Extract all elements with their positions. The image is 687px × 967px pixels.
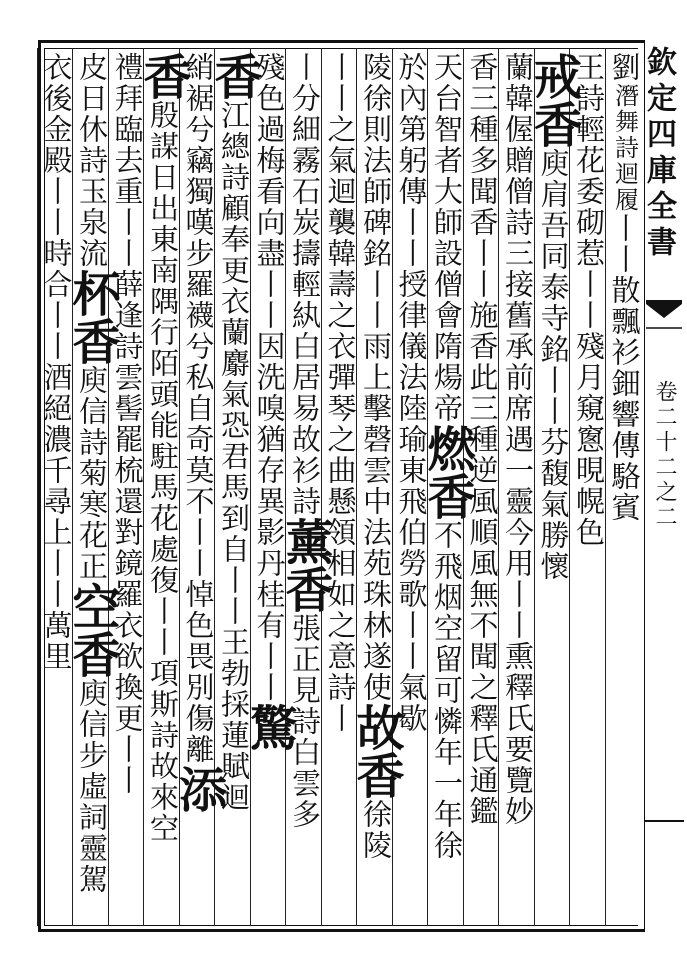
body-text: 江總詩顧奉更衣蘭麝氣恐君馬到自丨丨王勃採蓮賦迴 — [217, 100, 251, 813]
text-column — [170, 52, 227, 922]
body-text: 衣後金殿丨丨時 — [39, 52, 74, 269]
body-text: 不飛烟空留可憐年一年徐 — [430, 520, 464, 861]
annotation-text: 潛舞詩迴履 — [610, 83, 639, 213]
body-text: 張正見詩白雲多 — [288, 613, 322, 830]
body-text: 丨分細霧石炭擣輕紈白居易故衫詩 — [288, 52, 322, 517]
body-text: 千尋上丨丨萬里 — [39, 455, 74, 672]
body-text: 陵徐則法師碑銘丨丨雨上擊磬雲中法苑珠林遂使 — [359, 52, 393, 703]
body-text: 丨丨散飄衫鈿響傳駱賓 — [607, 213, 642, 523]
text-column — [241, 52, 298, 922]
text-column — [38, 52, 76, 922]
text-column — [419, 52, 475, 922]
text-column — [277, 52, 333, 922]
text-column — [135, 52, 191, 922]
text-column — [322, 52, 360, 922]
entry-heading: 戒香 — [525, 52, 582, 148]
body-text: 綃裾兮竊獨嘆步羅襪兮私自奇莫不丨丨悼色畏別傷離 — [181, 52, 216, 765]
body-text: 庾信步虛詞靈駕 — [75, 678, 109, 895]
body-text: 異影丹桂有丨丨 — [252, 486, 287, 703]
text-column — [109, 52, 147, 922]
entry-heading: 杯香 — [64, 269, 120, 365]
entry-heading: 香 — [135, 52, 191, 100]
margin-divider — [644, 820, 684, 822]
body-text: 詩丨 — [323, 672, 358, 734]
text-column — [499, 52, 537, 922]
book-title: 欽定四庫全書 — [641, 46, 676, 262]
entry-heading: 空香 — [64, 582, 120, 678]
text-column — [606, 52, 644, 922]
entry-heading: 香 — [206, 52, 262, 100]
body-text: 合丨丨酒絕濃 — [39, 269, 74, 455]
entry-heading: 添 — [170, 765, 227, 813]
body-text: 禮拜臨去重丨丨薛逢詩雲髻罷梳還對鏡羅衣欲換更丨丨 — [110, 52, 145, 796]
text-column — [64, 52, 120, 922]
body-text: 皮日休詩玉泉流 — [75, 52, 109, 269]
body-text: 殷謀日出東南隅行陌頭能駐馬花處復丨丨項斯詩故來空 — [146, 100, 180, 844]
body-text: 蘭韓偓贈僧詩三接舊承前席遇一靈今用丨丨熏釋氏要覽妙 — [501, 52, 535, 827]
volume-number: 卷二十二之二 — [652, 380, 677, 530]
text-column — [570, 52, 608, 922]
entry-heading: 燃香 — [419, 424, 475, 520]
fishtail-ornament-icon — [646, 300, 682, 330]
body-text: 殘色過梅看向盡丨丨因洗嗅猶存 — [252, 52, 287, 486]
entry-heading: 薰香 — [277, 517, 333, 613]
body-text: 於內第躬傳丨丨授律儀法 — [394, 52, 429, 393]
body-text: 庾肩吾同泰寺銘丨丨芬馥氣勝懷 — [536, 148, 571, 582]
entry-heading: 故香 — [348, 703, 404, 799]
text-column — [525, 52, 582, 922]
text-column — [348, 52, 404, 922]
body-text: 徐陵 — [359, 799, 393, 861]
body-text: 王詩輕花委砌惹丨丨殘月窺窻晛幌色 — [572, 52, 606, 548]
body-text: 天台智者大師設僧會隋煬帝 — [430, 52, 464, 424]
body-text: 香三種多聞香丨丨施香此三種逆風順風無不聞之釋氏通鑑 — [465, 52, 500, 827]
body-text: 劉 — [607, 52, 642, 83]
body-text: 陸瑜東飛伯勞歌丨丨氣歇 — [394, 393, 429, 734]
body-text: 丨丨之氣迴襲韓壽之衣彈琴之曲懸領相如之意 — [323, 52, 358, 672]
entry-heading: 驚 — [241, 703, 298, 751]
body-text: 庾信詩菊寒花正 — [75, 365, 109, 582]
